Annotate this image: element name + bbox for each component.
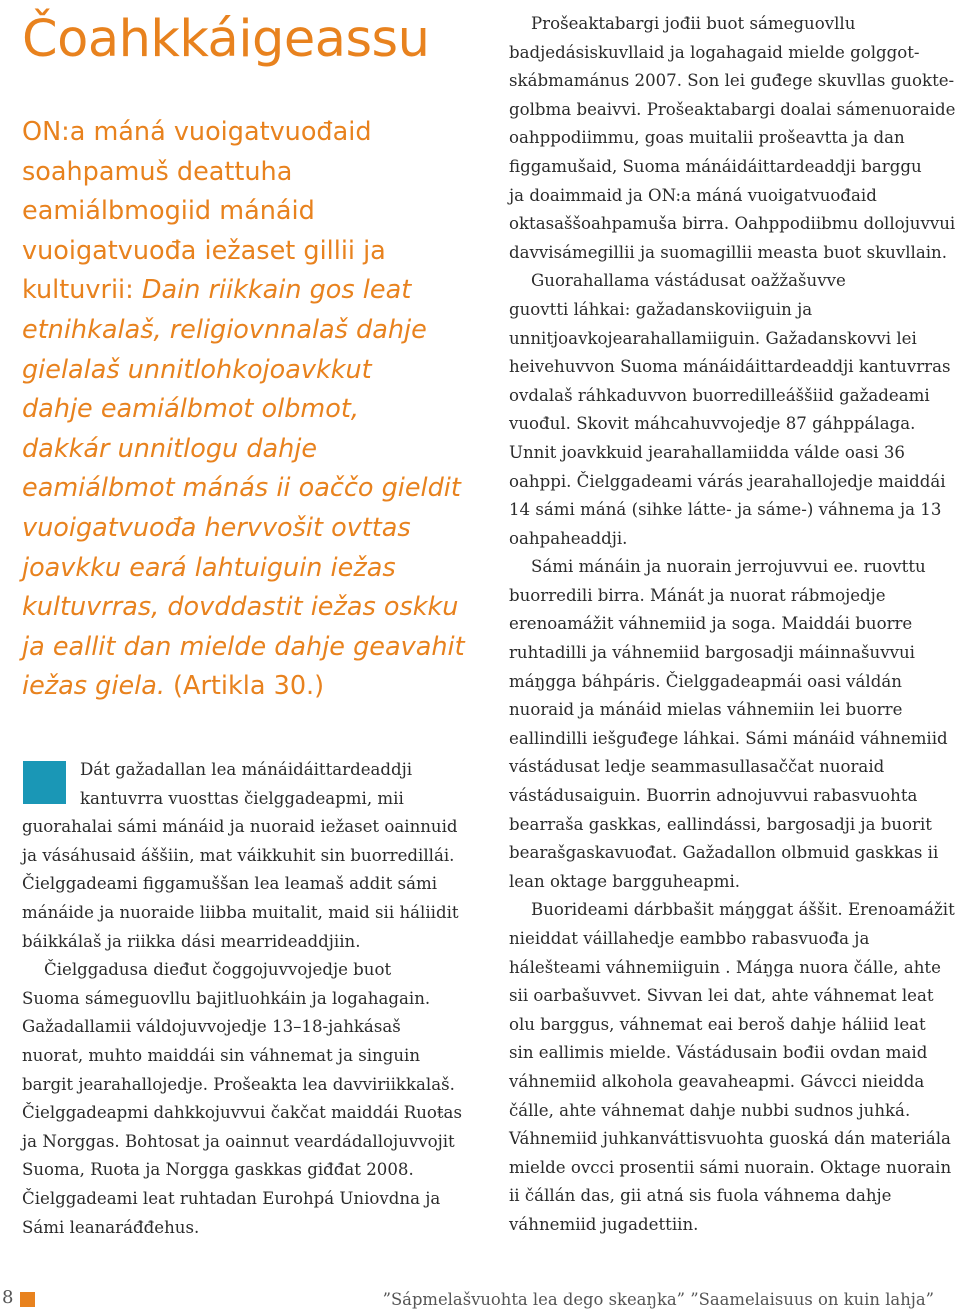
text-line: mánáide ja nuoraide liibba muitalit, maid sii háliidit <box>22 902 459 922</box>
quote-plain-text: kultuvrii: <box>22 275 142 306</box>
text-line: vástádusat ledje seammasullasaččat nuoraid <box>509 757 885 777</box>
text-line: Sámi mánáin ja nuorain jerrojuvvui ee. ruovttu <box>531 557 926 577</box>
quote-line: joavkku eará lahtuiguin iežas <box>22 552 396 583</box>
text-line: buorredili birra. Mánát ja nuorat rábmojedje <box>509 585 886 605</box>
quote-line: vuoigatvuođa iežaset gillii ja <box>22 235 386 266</box>
quote-citation: (Artikla 30.) <box>164 671 325 702</box>
text-line: váhnemiid jugadettiin. <box>509 1214 699 1234</box>
text-line: davvisámegillii ja suomagillii measta buot skuvllain. <box>509 242 947 262</box>
right-column-text <box>509 10 959 1240</box>
text-line: hálešteami váhnemiiguin . Máŋga nuora čálle, ahte <box>509 957 941 977</box>
text-line: ii čállán das, gii atná sis fuola váhnema dahje <box>509 1186 892 1206</box>
text-line: sin eallimis mielde. Vástádusain bođii ovdan maid <box>509 1043 928 1063</box>
text-line: 14 sámi máná (sihke látte- ja sáme-) váhnema ja 13 <box>509 500 942 520</box>
text-line: golbma beaivvi. Prošeaktabargi doalai sámenuoraide <box>509 99 956 119</box>
text-line: olu barggus, váhnemat eai beroš dahje háliid leat <box>509 1014 926 1034</box>
text-line: Čielggadeapmi dahkkojuvvui čakčat maiddái Ruoŧas <box>22 1103 462 1123</box>
page-marker-square <box>20 1292 35 1307</box>
text-line: oktasaššoahpamuša birra. Oahppodiibmu dollojuvvui <box>509 214 956 234</box>
text-line: Prošeaktabargi jođii buot sámeguovllu <box>531 14 856 33</box>
text-line: ruhtadilli ja váhnemiid bargosadji máinnašuvvui <box>509 643 915 663</box>
text-line: skábmamánus 2007. Son lei guđege skuvllas guokte- <box>509 71 955 91</box>
text-line: Unnit joavkkuid jearahallamiidda válde oasi 36 <box>509 442 905 462</box>
quote-line: gielalaš unnitlohkojoavkkut <box>22 354 372 385</box>
pull-quote <box>22 113 482 707</box>
text-line: Buorideami dárbbašit máŋggat áššit. Erenoamážit <box>531 900 955 920</box>
text-line: nuorat, muhto maiddái sin váhnemat ja singuin <box>22 1045 421 1065</box>
text-line: Váhnemiid juhkanváttisvuohta guoská dán materiála <box>509 1129 951 1149</box>
text-line: ovdalaš ráhkaduvvon buorredilleáššiid gažadeami <box>509 385 930 405</box>
text-line: kantuvrra vuosttas čielggadeapmi, mii <box>80 788 404 808</box>
quote-line: dahje eamiálbmot olbmot, <box>22 394 359 425</box>
text-line: bargit jearahallojedje. Prošeakta lea davviriikkalaš. <box>22 1074 455 1094</box>
text-line: čálle, ahte váhnemat dahje nubbi sudnos juhká. <box>509 1100 911 1120</box>
text-line: oahppodiimmu, goas muitalii prošeavtta ja dan <box>509 128 905 148</box>
text-line: oahpaheaddji. <box>509 528 628 548</box>
text-line: guorahalai sámi mánáid ja nuoraid iežaset oainnuid <box>22 817 458 837</box>
quote-line: ON:a máná vuoigatvuođaid <box>22 117 372 147</box>
quote-line: dakkár unnitlogu dahje <box>22 433 318 464</box>
quote-line: eamiálbmogiid mánáid <box>22 196 315 227</box>
quote-line: vuoigatvuođa hervvošit ovttas <box>22 512 411 543</box>
running-footer-title: ”Sápmelašvuohta lea dego skeaŋka” ”Saamelaisuus on kuin lahja” <box>382 1290 934 1309</box>
text-line: nuoraid ja mánáid mielas váhnemiin lei buorre <box>509 700 903 720</box>
text-line: guovtti láhkai: gažadanskoviiguin ja <box>509 299 813 319</box>
text-line: bearašgaskavuođat. Gažadallon olbmuid gaskkas ii <box>509 843 939 863</box>
text-line: mielde ovcci prosentii sámi nuorain. Oktage nuorain <box>509 1157 952 1177</box>
quote-line: kultuvrras, dovddastit iežas oskku <box>22 592 459 623</box>
text-line: erenoamážit váhnemiid ja soga. Maiddái buorre <box>509 614 913 634</box>
quote-line <box>22 667 482 707</box>
text-line: nieiddat váillahedje eambbo rabasvuođa ja <box>509 929 870 948</box>
text-line: bearraša gaskkas, eallindássi, bargosadji ja buorit <box>509 814 932 834</box>
text-line: Čielggadeami figgamuššan lea leamaš addit sámi <box>22 874 438 894</box>
text-line: báikkálaš ja riikka dási mearrideaddjiin. <box>22 931 361 951</box>
text-line: ja doaimmaid ja ON:a máná vuoigatvuođaid <box>509 185 877 205</box>
text-line: máŋgga báhpáris. Čielggadeapmái oasi váldán <box>509 671 902 691</box>
left-column-text <box>22 756 487 1242</box>
text-line: badjedásiskuvllaid ja logahagaid mielde golggot- <box>509 42 920 62</box>
quote-line: etnihkalaš, religiovnnalaš dahje <box>22 314 427 345</box>
text-line: Čielggadusa dieđut čoggojuvvojedje buot <box>44 960 392 980</box>
text-line: Dát gažadallan lea mánáidáittardeaddji <box>80 760 413 779</box>
text-line: Suoma, Ruoŧa ja Norgga gaskkas giđđat 2008. <box>22 1160 414 1180</box>
text-line: figgamušaid, Suoma mánáidáittardeaddji barggu <box>509 156 922 176</box>
text-line: vástádusaiguin. Buorrin adnojuvvui rabasvuohta <box>509 786 918 806</box>
text-line: sii oarbašuvvet. Sivvan lei dat, ahte váhnemat leat <box>509 986 934 1006</box>
text-line: Čielggadeami leat ruhtadan Eurohpá Uniovdna ja <box>22 1188 441 1208</box>
quote-line: eamiálbmot mánás ii oaččo gieldit <box>22 473 461 504</box>
text-line: Gažadallamii váldojuvvojedje 13–18-jahkásaš <box>22 1017 401 1037</box>
text-line: lean oktage bargguheapmi. <box>509 871 741 891</box>
text-line: Guorahallama vástádusat oažžašuvve <box>531 271 846 291</box>
text-line: heivehuvvon Suoma mánáidáittardeaddji kantuvrras <box>509 357 951 377</box>
quote-italic-text: iežas giela. <box>22 671 165 702</box>
text-line: vuođul. Skovit máhcahuvvojedje 87 gáhppálaga. <box>509 414 916 434</box>
text-line: eallindilli iešguđege láhkai. Sámi mánáid váhnemiid <box>509 728 948 748</box>
quote-line: soahpamuš deattuha <box>22 156 293 187</box>
quote-italic-text: Dain riikkain gos leat <box>141 275 412 306</box>
text-line: Sámi leanaráđđehus. <box>22 1217 200 1237</box>
page-title: Čoahkkáigeassu <box>22 10 430 69</box>
page-number: 8 <box>2 1287 14 1308</box>
text-line: ja Norggas. Bohtosat ja oainnut veardádallojuvvojit <box>22 1131 455 1151</box>
text-line: unnitjoavkojearahallamiiguin. Gažadanskovvi lei <box>509 328 917 348</box>
text-line: váhnemiid alkohola geavaheapmi. Gávcci nieidda <box>509 1071 925 1091</box>
text-line: Suoma sámeguovllu bajitluohkáin ja logahagain. <box>22 988 431 1008</box>
quote-line <box>22 271 482 311</box>
text-line: oahppi. Čielggadeami várás jearahallojedje maiddái <box>509 471 946 491</box>
quote-line: ja eallit dan mielde dahje geavahit <box>22 631 465 662</box>
text-line: ja vásáhusaid áššiin, mat váikkuhit sin buorredillái. <box>22 845 455 865</box>
